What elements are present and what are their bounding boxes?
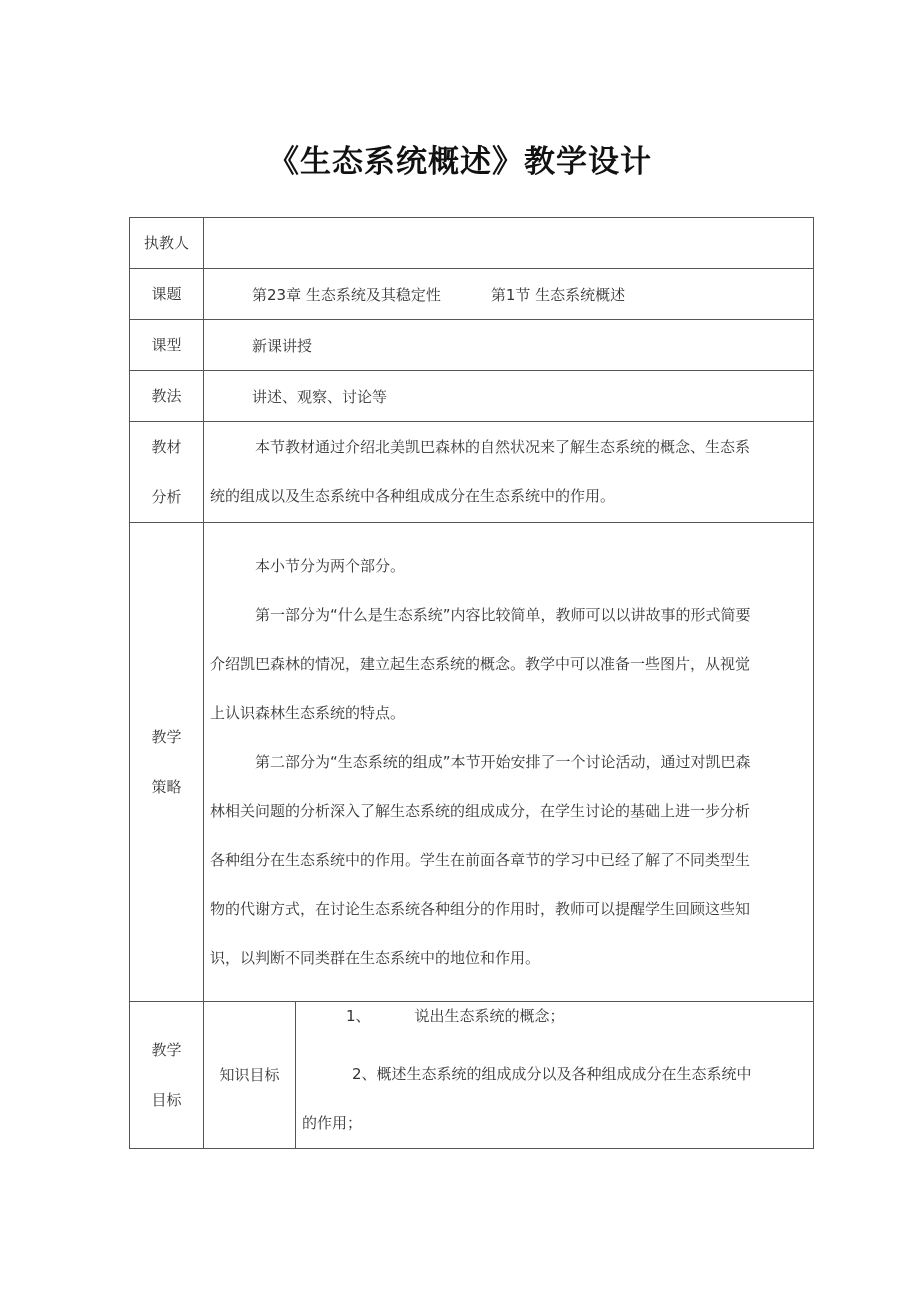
strategy-paragraph: 第二部分为“生态系统的组成”本节开始安排了一个讨论活动，通过对凯巴森林相关问题的分析深入了解生态系统的组成成分，在学生讨论的基础上进一步分析各种组分在生态系统中的作用。学生在前面各章节的学习中已经了解了不同类型生物的代谢方式，在讨论生态系统各种组分的作用时，教师可以提醒学生回顾这些知识，以判断不同类群在生态系统中的地位和作用。	[210, 752, 751, 967]
goals-label-line1: 教学	[151, 1041, 182, 1059]
knowledge-goal-label: 知识目标	[204, 1002, 296, 1149]
method-value: 讲述、观察、讨论等	[204, 371, 814, 422]
strategy-paragraph: 本小节分为两个部分。	[255, 556, 406, 575]
analysis-row	[130, 422, 814, 523]
topic-chapter: 第23章 生态系统及其稳定性	[252, 285, 441, 304]
strategy-label-line1: 教学	[151, 728, 182, 746]
analysis-content	[204, 422, 814, 523]
goals-label	[130, 1002, 204, 1149]
strategy-paragraph: 第一部分为“什么是生态系统”内容比较简单，教师可以以讲故事的形式简要介绍凯巴森林的情况，建立起生态系统的概念。教学中可以准备一些图片，从视觉上认识森林生态系统的特点。	[210, 605, 751, 722]
goal-item-1	[302, 1002, 761, 1050]
topic-label: 课题	[130, 269, 204, 320]
teacher-label: 执教人	[130, 218, 204, 269]
method-row	[130, 371, 814, 422]
teacher-value	[204, 218, 814, 269]
strategy-content	[204, 523, 814, 1002]
knowledge-goal-content	[296, 1002, 814, 1149]
goal-item-1-number: 1、	[346, 1007, 371, 1025]
strategy-label-line2: 策略	[151, 778, 182, 796]
goal-item-2: 2、概述生态系统的组成成分以及各种组成成分在生态系统中的作用；	[302, 1065, 752, 1132]
type-label: 课型	[130, 320, 204, 371]
analysis-text: 本节教材通过介绍北美凯巴森林的自然状况来了解生态系统的概念、生态系统的组成以及生态系统中各种组成成分在生态系统中的作用。	[210, 438, 751, 505]
teacher-row	[130, 218, 814, 269]
goals-label-line2: 目标	[151, 1091, 182, 1109]
type-row	[130, 320, 814, 371]
type-value: 新课讲授	[204, 320, 814, 371]
analysis-label-line1: 教材	[151, 438, 182, 456]
goal-item-1-text: 说出生态系统的概念；	[414, 1007, 565, 1025]
strategy-label	[130, 523, 204, 1002]
page-title: 《生态系统概述》教学设计	[268, 144, 652, 180]
analysis-label-line2: 分析	[151, 488, 182, 506]
topic-section: 第1节 生态系统概述	[490, 285, 626, 304]
strategy-row	[130, 523, 814, 1002]
goals-row	[130, 1002, 814, 1149]
topic-row	[130, 269, 814, 320]
lesson-plan-table	[129, 217, 814, 1149]
method-label: 教法	[130, 371, 204, 422]
analysis-label	[130, 422, 204, 523]
topic-value	[204, 269, 814, 320]
